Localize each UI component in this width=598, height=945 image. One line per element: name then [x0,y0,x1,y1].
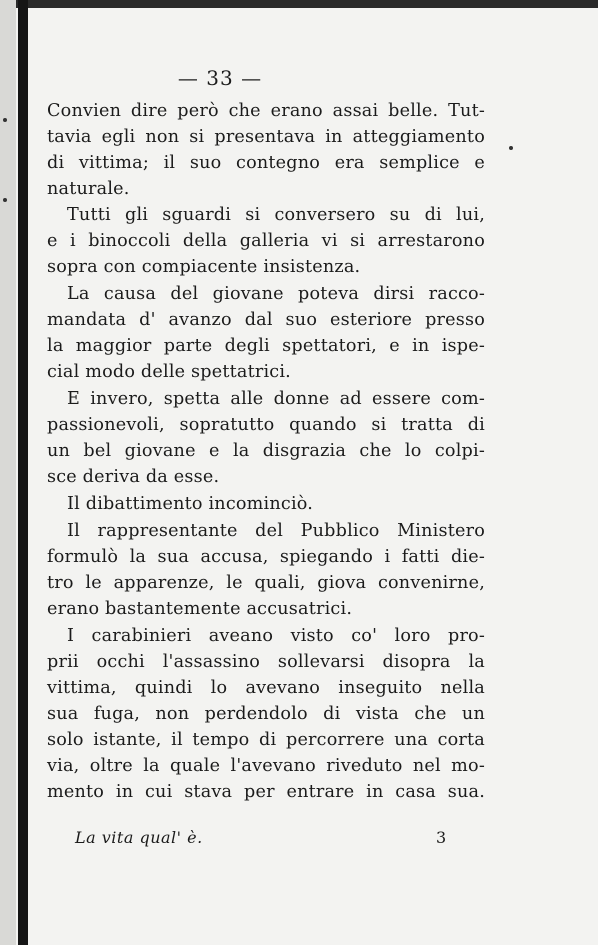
text-line: di vittima; il suo contegno era semplice e [47,153,485,173]
text-line: e i binoccoli della galleria vi si arrestarono [47,231,485,251]
margin-mark [3,118,7,122]
text-line: I carabinieri aveano visto co' loro pro- [67,626,485,646]
text-line: cial modo delle spettatrici. [47,362,291,382]
text-line: La causa del giovane poteva dirsi racco- [67,284,485,304]
text-line: sua fuga, non perdendolo di vista che un [47,704,485,724]
margin-mark [509,146,513,150]
page-top-edge [0,0,598,8]
text-line: solo istante, il tempo di percorrere una corta [47,730,485,750]
text-line: prii occhi l'assassino sollevarsi disopra la [47,652,485,672]
book-spine [0,0,16,945]
text-line: erano bastantemente accusatrici. [47,599,353,619]
text-line: E invero, spetta alle donne ad essere com- [67,389,485,409]
gutter-shadow [18,0,28,945]
text-line: tro le apparenze, le quali, giova convenirne, [47,573,485,593]
signature-mark: 3 [436,828,447,847]
text-line: mandata d' avanzo dal suo esteriore presso [47,310,485,330]
text-line: Il dibattimento incominciò. [67,494,314,514]
text-line: un bel giovane e la disgrazia che lo colpi- [47,441,485,461]
text-line: formulò la sua accusa, spiegando i fatti die- [47,547,485,567]
text-line: Il rappresentante del Pubblico Ministero [67,521,485,541]
text-line: Convien dire però che erano assai belle. Tut- [47,101,485,121]
text-line: via, oltre la quale l'avevano riveduto nel mo- [47,756,485,776]
running-footer-title: La vita qual' è. [75,828,203,847]
text-line: tavia egli non si presentava in atteggiamento [47,127,485,147]
text-line: naturale. [47,179,130,199]
text-line: sopra con compiacente insistenza. [47,257,361,277]
page-number: — 33 — [177,66,263,90]
text-line: Tutti gli sguardi si conversero su di lui, [67,205,485,225]
margin-mark [3,198,7,202]
text-line: sce deriva da esse. [47,467,220,487]
text-line: passionevoli, sopratutto quando si tratta di [47,415,485,435]
text-line: la maggior parte degli spettatori, e in ispe- [47,336,485,356]
text-line: vittima, quindi lo avevano inseguito nella [47,678,485,698]
text-line: mento in cui stava per entrare in casa sua. [47,782,485,802]
